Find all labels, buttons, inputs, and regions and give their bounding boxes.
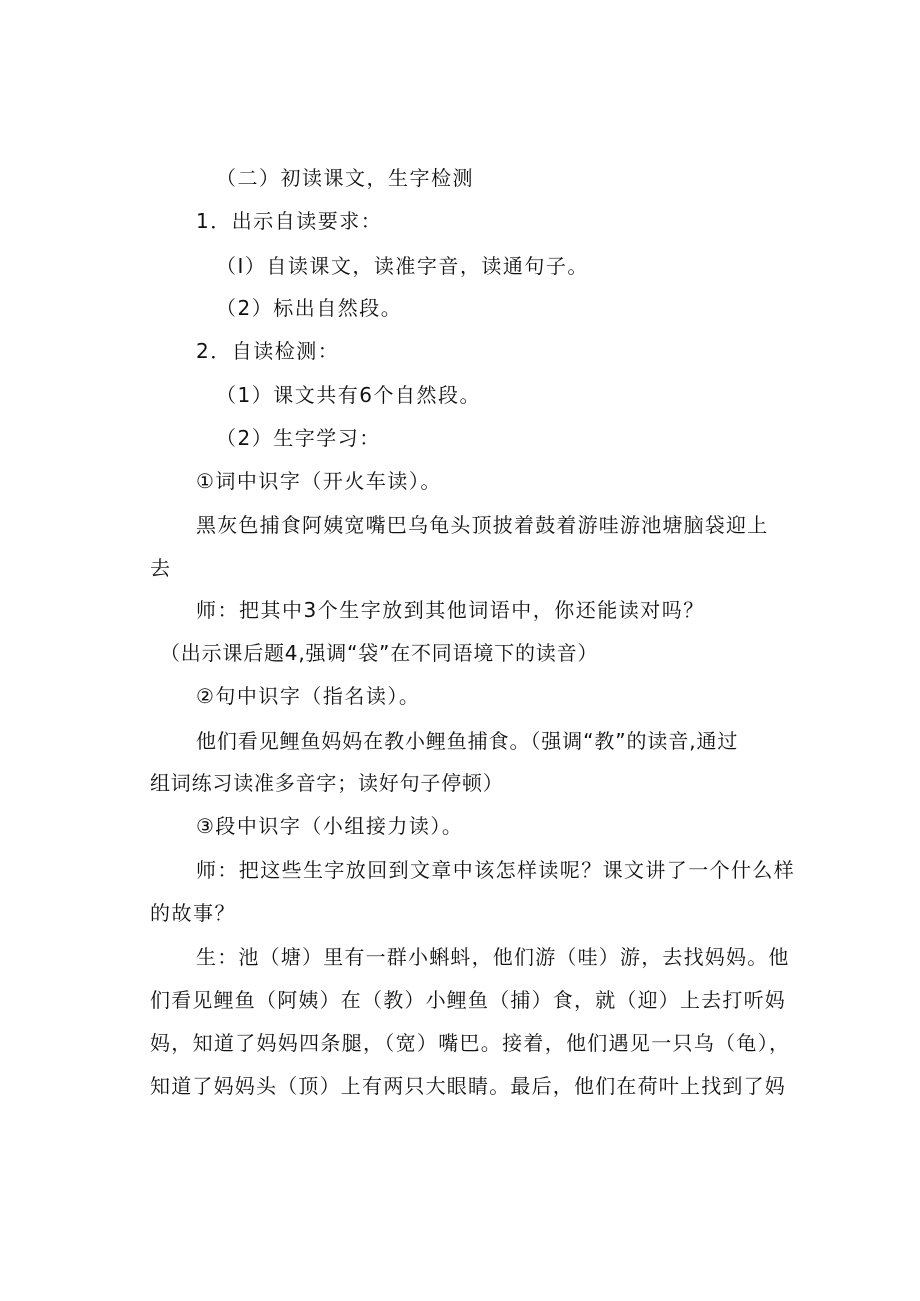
check-2: （2）生字学习： xyxy=(216,426,381,450)
check-1: （1）课文共有6个自然段。 xyxy=(216,383,481,407)
teacher-question-1: 师：把其中3个生字放到其他词语中，你还能读对吗？ xyxy=(196,598,705,622)
teacher-question-2-line-1: 师：把这些生字放回到文章中该怎样读呢？课文讲了一个什么样 xyxy=(196,858,796,882)
sentence-recognition-heading: ②句中识字（指名读）。 xyxy=(196,684,421,708)
requirement-1: （I）自读课文，读准字音，读通句子。 xyxy=(216,254,589,278)
student-answer-line-3: 妈，知道了妈妈四条腿，（宽）嘴巴。接着，他们遇见一只乌（龟）， xyxy=(150,1031,791,1055)
teacher-note-1: （出示课后题4,强调“袋”在不同语境下的读音） xyxy=(160,641,599,665)
requirement-2: （2）标出自然段。 xyxy=(216,296,403,320)
sentence-line-2: 组词练习读准多音字；读好句子停顿） xyxy=(150,771,504,795)
step-1-heading: 1．出示自读要求： xyxy=(196,209,383,233)
word-list-line-2: 去 xyxy=(150,556,172,580)
section-heading: （二）初读课文，生字检测 xyxy=(216,166,474,190)
student-answer-line-2: 们看见鲤鱼（阿姨）在（教）小鲤鱼（捕）食，就（迎）上去打听妈 xyxy=(150,988,786,1012)
teacher-question-2-line-2: 的故事？ xyxy=(150,901,236,925)
paragraph-recognition-heading: ③段中识字（小组接力读）。 xyxy=(196,814,464,838)
word-recognition-heading: ①词中识字（开火车读）。 xyxy=(196,469,442,493)
sentence-line-1: 他们看见鲤鱼妈妈在教小鲤鱼捕食。（强调“教”的读音,通过 xyxy=(196,729,739,753)
student-answer-line-1: 生：池（塘）里有一群小蝌蚪，他们游（哇）游，去找妈妈。他 xyxy=(196,945,790,969)
step-2-heading: 2．自读检测： xyxy=(196,339,340,363)
student-answer-line-4: 知道了妈妈头（顶）上有两只大眼睛。最后，他们在荷叶上找到了妈 xyxy=(150,1074,786,1098)
word-list-line-1: 黑灰色捕食阿姨宽嘴巴乌龟头顶披着鼓着游哇游池塘脑袋迎上 xyxy=(196,513,769,537)
